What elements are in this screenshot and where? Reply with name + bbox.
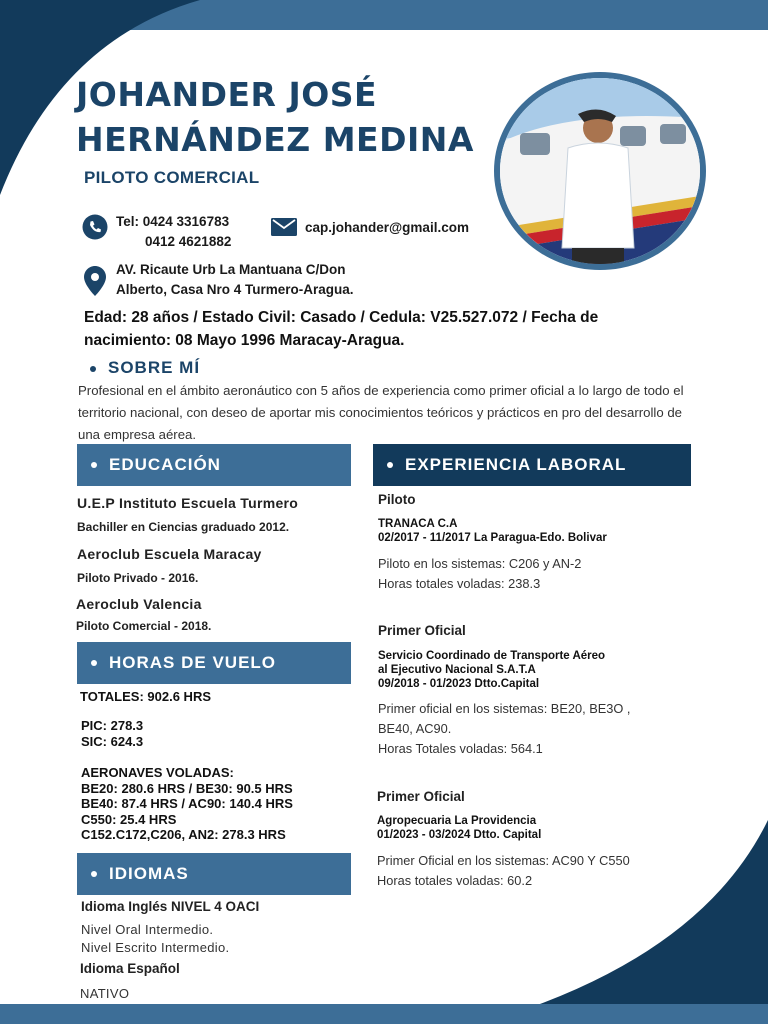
- job-description-line: Horas totales voladas: 60.2: [377, 873, 533, 888]
- education-title-3: Aeroclub Valencia: [76, 596, 202, 612]
- job-description-line: Primer oficial en los sistemas: BE20, BE3O ,: [378, 701, 631, 716]
- job-description-line: Primer Oficial en los sistemas: AC90 Y C550: [377, 853, 630, 868]
- english-title: Idioma Inglés NIVEL 4 OACI: [81, 899, 260, 914]
- personal-info: [84, 306, 664, 352]
- personal-info-line-1: Edad: 28 años / Estado Civil: Casado / Cedula: V25.527.072 / Fecha de: [84, 309, 599, 326]
- bullet-dot: [90, 366, 96, 372]
- bullet-dot: [91, 660, 97, 666]
- job-dates: 09/2018 - 01/2023 Dtto.Capital: [378, 678, 540, 690]
- job-company-name: Agropecuaria La Providencia: [377, 815, 537, 827]
- phone-secondary[interactable]: 0412 4621882: [145, 234, 232, 249]
- sic-hours: SIC: 624.3: [81, 734, 144, 749]
- pic-hours: PIC: 278.3: [81, 718, 144, 733]
- aircraft-line: BE20: 280.6 HRS / BE30: 90.5 HRS: [81, 780, 293, 796]
- about-text: Profesional en el ámbito aeronáutico con 5 años de experiencia como primer oficial a lo largo de todo el territorio nacional, con deseo de aportar mis conocimientos teóricos y prácticos en pro del desarrollo de una empresa aérea.: [78, 383, 684, 442]
- education-title-1: U.E.P Instituto Escuela Turmero: [77, 495, 299, 511]
- aircraft-line: BE40: 87.4 HRS / AC90: 140.4 HRS: [81, 796, 293, 811]
- languages-heading-bar: [77, 853, 351, 895]
- flight-hours-heading: HORAS DE VUELO: [109, 653, 277, 672]
- bullet-dot: [91, 871, 97, 877]
- aircraft-heading: AERONAVES VOLADAS:: [81, 765, 234, 780]
- aircraft-line: C152.C172,C206, AN2: 278.3 HRS: [81, 827, 286, 842]
- job-description-line: Horas Totales voladas: 564.1: [378, 741, 543, 756]
- spanish-level: NATIVO: [80, 986, 130, 1001]
- english-oral: Nivel Oral Intermedio.: [81, 922, 214, 937]
- education-detail-2: Piloto Privado - 2016.: [77, 571, 199, 585]
- aircraft-list: [81, 765, 293, 843]
- candidate-name: [76, 72, 496, 162]
- spanish-title: Idioma Español: [80, 961, 180, 976]
- personal-info-line-2: nacimiento: 08 Mayo 1996 Maracay-Aragua.: [84, 332, 405, 349]
- job-company-1: [378, 517, 607, 545]
- experience-heading-bar: [373, 444, 691, 486]
- job-description-line: Horas totales voladas: 238.3: [378, 576, 541, 591]
- job-company-name: al Ejecutivo Nacional S.A.T.A: [378, 664, 536, 676]
- job-title: PILOTO COMERCIAL: [84, 168, 260, 187]
- address-line-1: AV. Ricaute Urb La Mantuana C/Don: [116, 262, 346, 277]
- job-company-2: [378, 649, 605, 691]
- phone-icon: [82, 214, 108, 240]
- job-description-2: [378, 699, 630, 759]
- english-written: Nivel Escrito Intermedio.: [81, 940, 230, 955]
- phone-primary[interactable]: Tel: 0424 3316783: [116, 214, 230, 229]
- education-title-2: Aeroclub Escuela Maracay: [77, 546, 262, 562]
- flight-hours-heading-bar: [77, 642, 351, 684]
- envelope-icon: [271, 218, 297, 236]
- job-company-name: TRANACA C.A: [378, 518, 458, 530]
- location-pin-icon: [84, 266, 106, 296]
- total-hours: TOTALES: 902.6 HRS: [80, 689, 211, 704]
- job-dates: 01/2023 - 03/2024 Dtto. Capital: [377, 829, 542, 841]
- address: [116, 260, 354, 300]
- education-heading-bar: [77, 444, 351, 486]
- education-detail-1: Bachiller en Ciencias graduado 2012.: [77, 520, 290, 534]
- job-role-1: Piloto: [378, 492, 416, 507]
- languages-heading: IDIOMAS: [109, 864, 189, 883]
- job-company-3: [377, 814, 541, 842]
- name-line-2: HERNÁNDEZ MEDINA: [76, 120, 474, 159]
- job-role-2: Primer Oficial: [378, 623, 466, 638]
- address-line-2: Alberto, Casa Nro 4 Turmero-Aragua.: [116, 282, 354, 297]
- bullet-dot: [91, 462, 97, 468]
- job-description-line: Piloto en los sistemas: C206 y AN-2: [378, 556, 582, 571]
- job-description-1: [378, 554, 581, 594]
- email-address[interactable]: cap.johander@gmail.com: [305, 220, 469, 235]
- job-role-3: Primer Oficial: [377, 789, 465, 804]
- education-heading: EDUCACIÓN: [109, 455, 221, 474]
- profile-photo: [494, 72, 706, 270]
- job-description-3: [377, 851, 630, 891]
- about-heading: SOBRE MÍ: [108, 358, 201, 377]
- job-dates: 02/2017 - 11/2017 La Paragua-Edo. Bolivar: [378, 532, 607, 544]
- aircraft-line: C550: 25.4 HRS: [81, 811, 177, 827]
- education-detail-3: Piloto Comercial - 2018.: [76, 619, 212, 633]
- job-description-line: BE40, AC90.: [378, 721, 452, 736]
- job-company-name: Servicio Coordinado de Transporte Aéreo: [378, 650, 606, 662]
- experience-heading: EXPERIENCIA LABORAL: [405, 455, 627, 474]
- bullet-dot: [387, 462, 393, 468]
- name-line-1: JOHANDER JOSÉ: [76, 75, 378, 114]
- contact-phones: [116, 212, 231, 252]
